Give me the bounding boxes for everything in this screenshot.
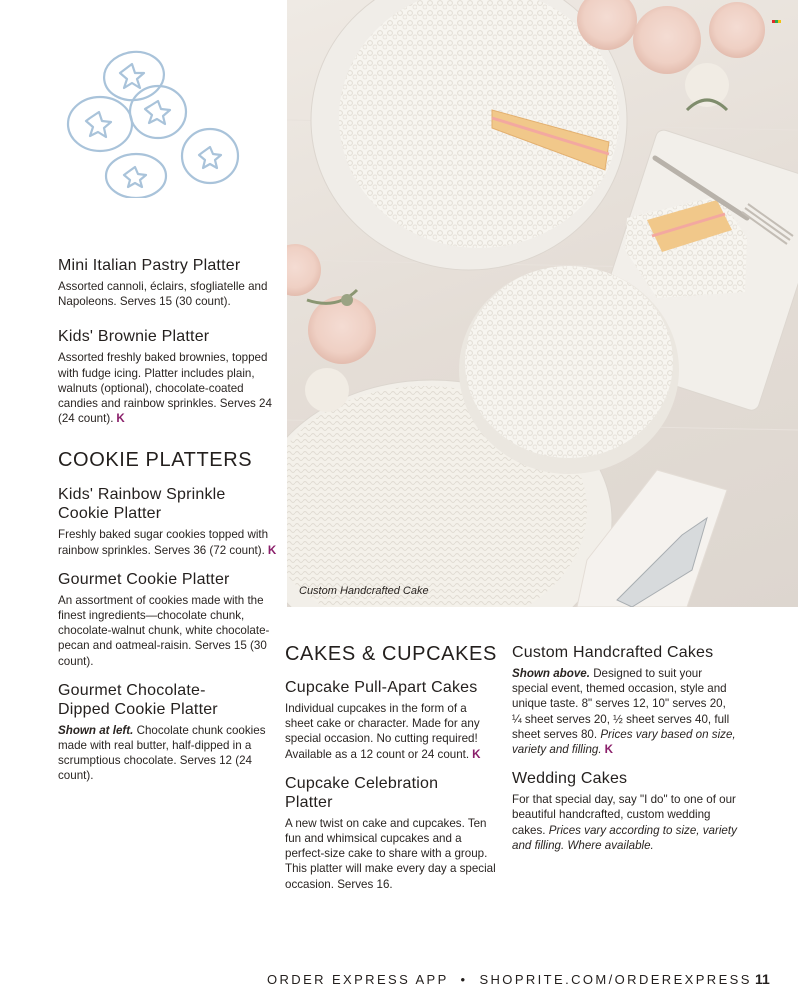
left-column: [58, 256, 280, 784]
item-description: A new twist on cake and cupcakes. Ten fun and whimsical cupcakes and a perfect-size cake to share with a group. This platter will make every day a special occasion. Serves 16.: [285, 816, 496, 891]
menu-item: [58, 327, 280, 426]
menu-item: [512, 643, 738, 757]
kosher-badge: K: [472, 747, 481, 761]
item-title: Mini Italian Pastry Platter: [58, 257, 241, 274]
middle-column: [285, 642, 497, 892]
menu-item: [58, 256, 280, 309]
cake-photo: [287, 0, 798, 607]
menu-item: [58, 485, 280, 557]
page-number: 11: [755, 971, 770, 987]
color-dots-icon: [772, 20, 784, 26]
footer-text: ORDER EXPRESS APP • SHOPRITE.COM/ORDEREXPRESS: [267, 972, 752, 987]
item-description: An assortment of cookies made with the finest ingredients—chocolate chunk, chocolate-walnut chunk, white chocolate-pecan and oatmeal-raisin. Serves 15 (30 count).: [58, 593, 270, 668]
item-description: Chocolate chunk cookies made with real butter, half-dipped in a scrumptious chocolate. Serves 12 (24 count).: [58, 723, 266, 783]
right-column: [512, 643, 738, 853]
menu-item: [285, 678, 497, 762]
blueberry-doodle-icon: [60, 48, 250, 198]
kosher-badge: K: [604, 743, 613, 757]
section-title-cakes-cupcakes: CAKES & CUPCAKES: [285, 643, 497, 665]
photo-caption: Custom Handcrafted Cake: [299, 585, 429, 597]
cake-illustration: [287, 0, 798, 607]
item-lead: Shown at left.: [58, 723, 134, 737]
section-title-cookie-platters: COOKIE PLATTERS: [58, 449, 253, 472]
item-description: Assorted cannoli, éclairs, sfogliatelle and Napoleons. Serves 15 (30 count).: [58, 280, 268, 309]
menu-item: [58, 681, 280, 784]
menu-item: [285, 774, 497, 892]
menu-item: [58, 570, 280, 669]
item-title: Gourmet Cookie Platter: [58, 570, 230, 588]
item-description: Freshly baked sugar cookies topped with rainbow sprinkles. Serves 36 (72 count).: [58, 528, 269, 557]
item-price-note: Prices vary based on size, variety and filling.: [512, 727, 736, 757]
item-title: Wedding Cakes: [512, 770, 628, 788]
item-title: Kids' Brownie Platter: [58, 328, 210, 346]
item-title: Kids' Rainbow Sprinkle Cookie Platter: [58, 486, 226, 523]
menu-item: [512, 769, 738, 853]
item-description: Assorted freshly baked brownies, topped with fudge icing. Platter includes plain, walnuts (optional), chocolate-coated candies and rainbow sprinkles. Serves 24 (24 count).: [58, 351, 272, 426]
kosher-badge: K: [267, 543, 277, 557]
item-title: Custom Handcrafted Cakes: [512, 644, 714, 661]
item-price-note: Prices vary according to size, variety and filling. Where available.: [512, 823, 737, 852]
item-title: Cupcake Pull-Apart Cakes: [285, 679, 478, 696]
item-description: For that special day, say "I do" to one of our beautiful handcrafted, custom wedding cakes.: [512, 793, 736, 837]
item-title: Gourmet Chocolate- Dipped Cookie Platter: [58, 681, 218, 718]
item-title: Cupcake Celebration Platter: [285, 774, 439, 811]
item-description: Designed to suit your special event, themed occasion, style and unique taste. 8" serves 12, 10" serves 20, ¼ sheet serves 20, ½ sheet serves 40, full sheet serves 80.: [512, 667, 730, 741]
kosher-badge: K: [116, 412, 125, 426]
item-description: Individual cupcakes in the form of a sheet cake or character. Made for any special occasion. No cutting required! Available as a 12 count or 24 count.: [285, 702, 480, 761]
item-lead: Shown above.: [512, 667, 590, 680]
